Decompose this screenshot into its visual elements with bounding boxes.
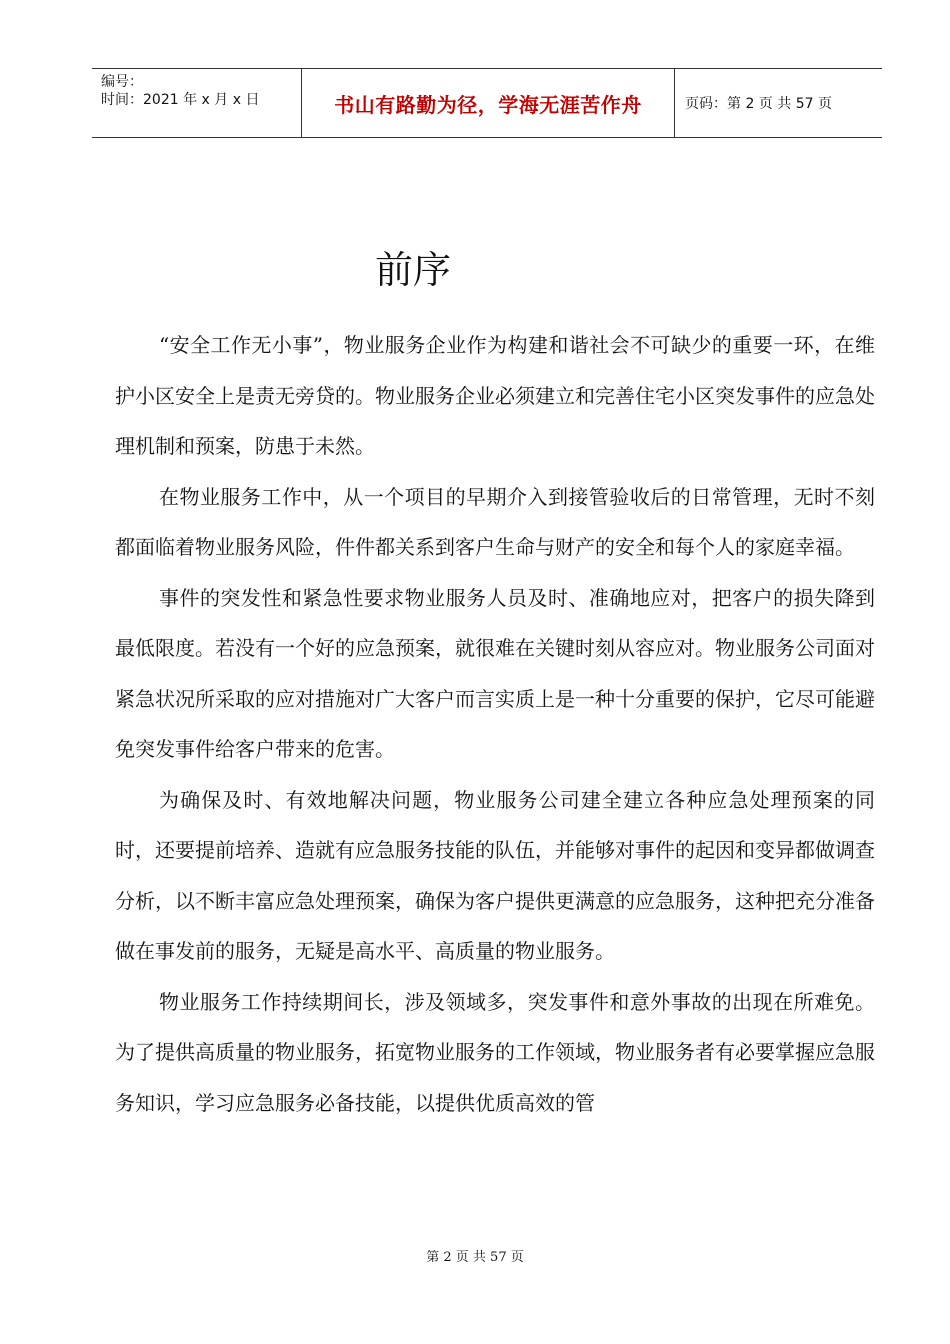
page-title: 前序 bbox=[374, 248, 451, 292]
paragraph: 在物业服务工作中，从一个项目的早期介入到接管验收后的日常管理，无时不刻都面临着物业服务风险，件件都关系到客户生命与财产的安全和每个人的家庭幸福。 bbox=[115, 484, 875, 559]
header-time-label: 时间：2021 年 x 月 x 日 bbox=[101, 92, 260, 108]
page-footer: 第 2 页 共 57 页 bbox=[426, 1250, 524, 1265]
header-number-label: 编号： bbox=[101, 74, 143, 90]
page-header bbox=[92, 68, 882, 138]
paragraph: 物业服务工作持续期间长，涉及领域多，突发事件和意外事故的出现在所难免。为了提供高质量的物业服务，拓宽物业服务的工作领域，物业服务者有必要掌握应急服务知识，学习应急服务必备技能，以提供优质高效的管 bbox=[115, 989, 875, 1115]
header-page-info: 页码：第 2 页 共 57 页 bbox=[685, 96, 832, 112]
header-motto: 书山有路勤为径，学海无涯苦作舟 bbox=[301, 69, 675, 137]
document-body bbox=[115, 320, 875, 1128]
paragraph: 事件的突发性和紧急性要求物业服务人员及时、准确地应对，把客户的损失降到最低限度。若没有一个好的应急预案，就很难在关键时刻从容应对。物业服务公司面对紧急状况所采取的应对措施对广大客户而言实质上是一种十分重要的保护，它尽可能避免突发事件给客户带来的危害。 bbox=[115, 585, 875, 761]
paragraph: “安全工作无小事”，物业服务企业作为构建和谐社会不可缺少的重要一环，在维护小区安全上是责无旁贷的。物业服务企业必须建立和完善住宅小区突发事件的应急处理机制和预案，防患于未然。 bbox=[115, 333, 875, 458]
header-meta bbox=[92, 69, 301, 137]
paragraph: 为确保及时、有效地解决问题，物业服务公司建全建立各种应急处理预案的同时，还要提前培养、造就有应急服务技能的队伍，并能够对事件的起因和变异都做调查分析，以不断丰富应急处理预案，确保为客户提供更满意的应急服务，这种把充分准备做在事发前的服务，无疑是高水平、高质量的物业服务。 bbox=[115, 787, 875, 963]
